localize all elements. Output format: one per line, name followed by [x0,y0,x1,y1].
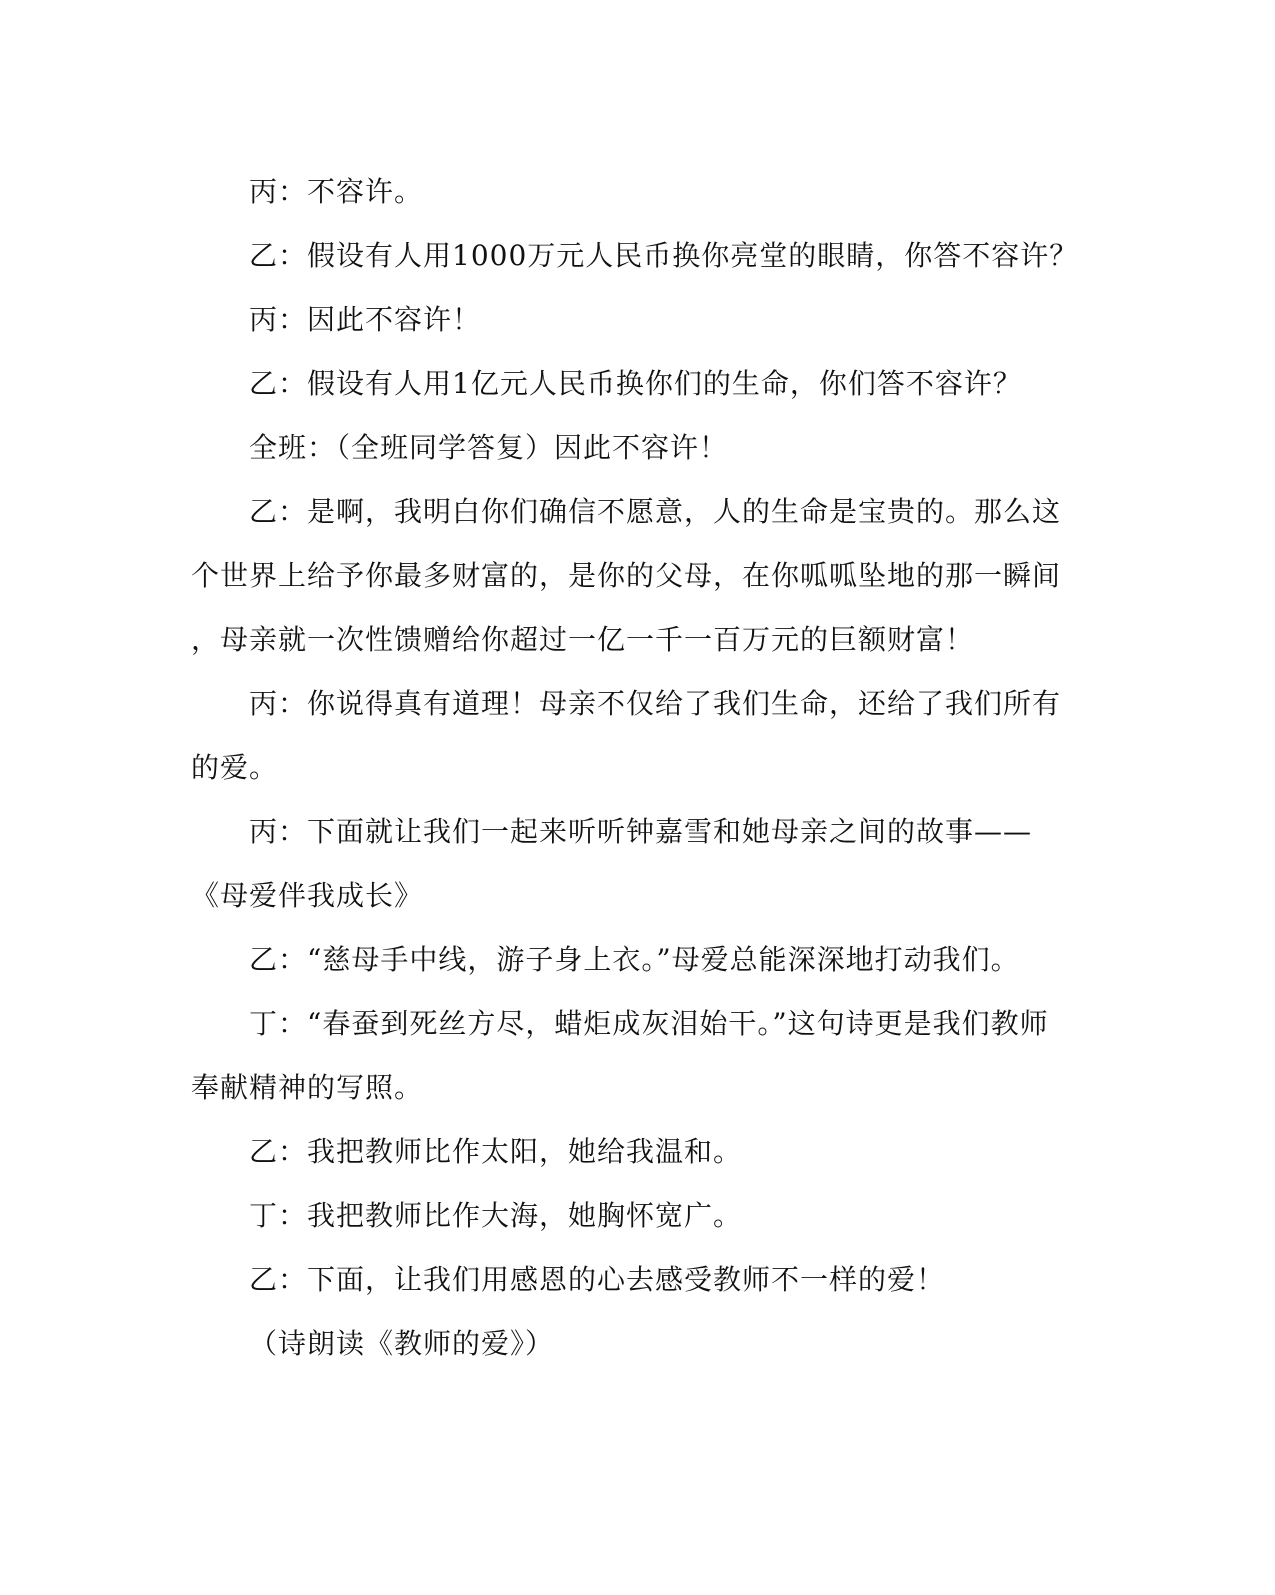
paragraph-line: 个世界上给予你最多财富的，是你的父母，在你呱呱坠地的那一瞬间 [191,559,1062,592]
paragraph-1 [191,160,1051,224]
paragraph-13 [191,1248,1051,1312]
paragraph-5 [191,416,1051,480]
paragraph-line: 乙：是啊，我明白你们确信不愿意，人的生命是宝贵的。那么这 [249,495,1062,528]
paragraph-line: 乙：我把教师比作太阳，她给我温和。 [249,1135,743,1168]
paragraph-line: 全班：（全班同学答复）因此不容许！ [249,431,729,464]
paragraph-14 [191,1312,1051,1376]
paragraph-line: 丙：你说得真有道理！母亲不仅给了我们生命，还给了我们所有 [249,687,1062,720]
paragraph-line: 《母爱伴我成长》 [191,879,424,912]
paragraph-6 [191,480,1062,672]
paragraph-line: ，母亲就一次性馈赠给你超过一亿一千一百万元的巨额财富！ [191,623,975,656]
paragraph-line: 丁：“春蚕到死丝方尽，蜡炬成灰泪始干。”这句诗更是我们教师 [249,1007,1049,1040]
paragraph-3 [191,288,1051,352]
paragraph-line: （诗朗读《教师的爱》） [249,1327,555,1360]
paragraph-line: 乙：假设有人用1亿元人民币换你们的生命，你们答不容许？ [249,367,1022,400]
paragraph-line: 的爱。 [191,751,279,784]
paragraph-2 [191,224,1079,288]
paragraph-line: 丙：不容许。 [249,175,424,208]
paragraph-line: 乙：“慈母手中线，游子身上衣。”母爱总能深深地打动我们。 [249,943,1020,976]
paragraph-7 [191,672,1062,800]
paragraph-line: 乙：假设有人用1000万元人民币换你亮堂的眼睛，你答不容许？ [249,239,1079,272]
paragraph-line: 丙：因此不容许！ [249,303,482,336]
paragraph-8 [191,800,1051,928]
paragraph-11 [191,1120,1051,1184]
paragraph-12 [191,1184,1051,1248]
paragraph-9 [191,928,1051,992]
paragraph-line: 丙：下面就让我们一起来听听钟嘉雪和她母亲之间的故事—— [249,815,1033,848]
paragraph-line: 乙：下面，让我们用感恩的心去感受教师不一样的爱！ [249,1263,946,1296]
paragraph-line: 丁：我把教师比作大海，她胸怀宽广。 [249,1199,743,1232]
document-body [191,160,1079,1376]
paragraph-line: 奉献精神的写照。 [191,1071,424,1104]
paragraph-4 [191,352,1051,416]
paragraph-10 [191,992,1051,1120]
